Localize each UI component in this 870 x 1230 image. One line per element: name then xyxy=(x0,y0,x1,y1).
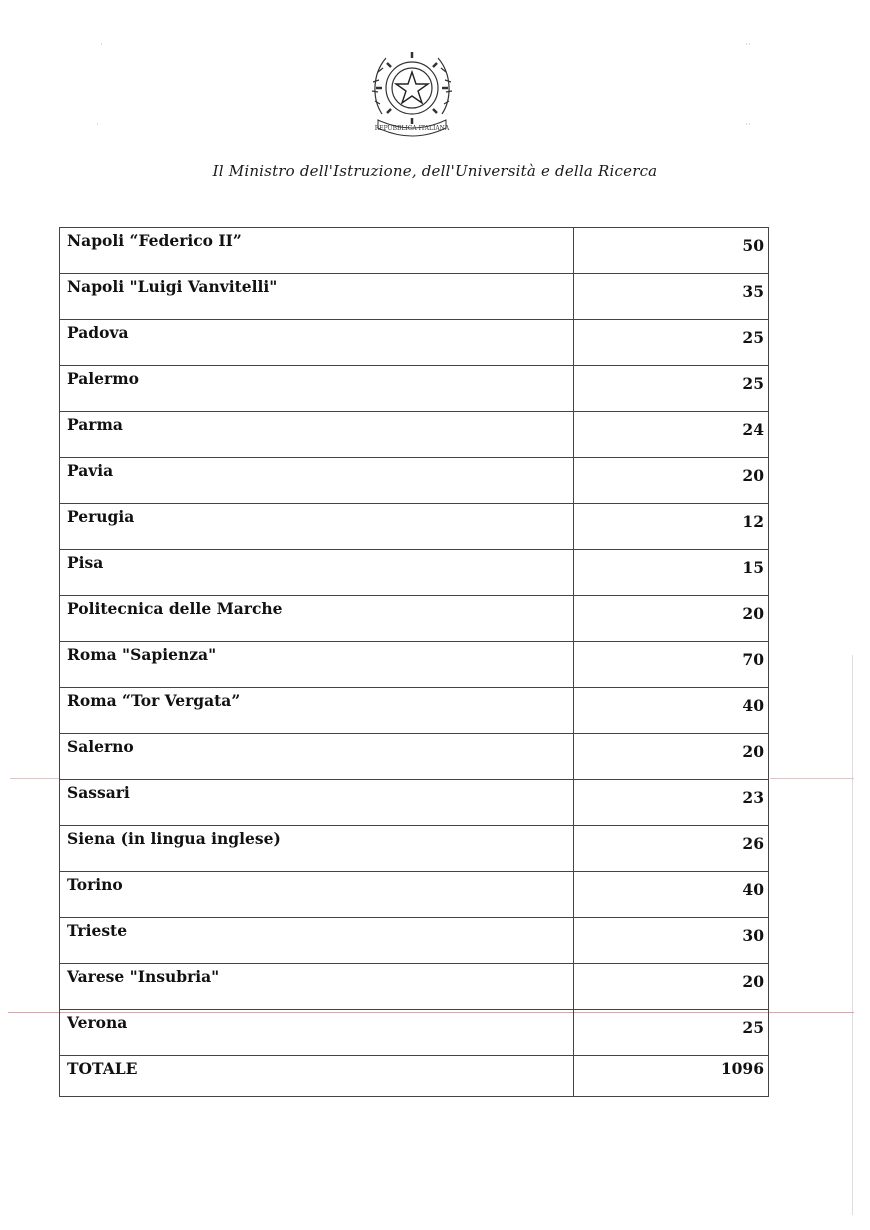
scan-edge-line xyxy=(770,778,854,779)
university-name: Parma xyxy=(60,412,574,458)
table-row xyxy=(60,366,769,412)
university-name: Varese "Insubria" xyxy=(60,964,574,1010)
table-row xyxy=(60,642,769,688)
scan-edge-line xyxy=(10,778,60,779)
table-row xyxy=(60,504,769,550)
table-row xyxy=(60,458,769,504)
seat-count: 12 xyxy=(574,504,769,550)
svg-text:REPUBBLICA ITALIANA: REPUBBLICA ITALIANA xyxy=(374,125,450,132)
scan-speck: ·· xyxy=(745,120,751,130)
university-name: Padova xyxy=(60,320,574,366)
university-name: Politecnica delle Marche xyxy=(60,596,574,642)
university-name: Salerno xyxy=(60,734,574,780)
table-row xyxy=(60,918,769,964)
table-row xyxy=(60,320,769,366)
seat-count: 20 xyxy=(574,596,769,642)
scan-edge-line xyxy=(852,655,853,1215)
university-name: Siena (in lingua inglese) xyxy=(60,826,574,872)
university-name: Sassari xyxy=(60,780,574,826)
emblem-of-italy-icon xyxy=(368,44,456,140)
university-name: Pavia xyxy=(60,458,574,504)
total-row xyxy=(60,1056,769,1097)
table-row xyxy=(60,964,769,1010)
table-row xyxy=(60,274,769,320)
table-row xyxy=(60,734,769,780)
seat-count: 70 xyxy=(574,642,769,688)
seat-count: 26 xyxy=(574,826,769,872)
seat-count: 40 xyxy=(574,872,769,918)
seat-count: 25 xyxy=(574,366,769,412)
table-row xyxy=(60,826,769,872)
seat-count: 20 xyxy=(574,458,769,504)
scan-speck: · xyxy=(100,40,103,50)
seat-count: 25 xyxy=(574,1010,769,1056)
total-label: TOTALE xyxy=(60,1056,574,1097)
table-row xyxy=(60,596,769,642)
university-name: Napoli "Luigi Vanvitelli" xyxy=(60,274,574,320)
scan-speck: · xyxy=(96,120,99,130)
university-name: Torino xyxy=(60,872,574,918)
seat-count: 15 xyxy=(574,550,769,596)
seat-count: 40 xyxy=(574,688,769,734)
table-row xyxy=(60,228,769,274)
university-name: Trieste xyxy=(60,918,574,964)
university-name: Verona xyxy=(60,1010,574,1056)
seat-count: 35 xyxy=(574,274,769,320)
table-row xyxy=(60,872,769,918)
seat-count: 20 xyxy=(574,734,769,780)
university-name: Roma "Sapienza" xyxy=(60,642,574,688)
table-row xyxy=(60,412,769,458)
table-row xyxy=(60,1010,769,1056)
seat-count: 50 xyxy=(574,228,769,274)
seat-count: 24 xyxy=(574,412,769,458)
university-name: Napoli “Federico II” xyxy=(60,228,574,274)
university-name: Perugia xyxy=(60,504,574,550)
university-name: Pisa xyxy=(60,550,574,596)
university-name: Palermo xyxy=(60,366,574,412)
table-row xyxy=(60,688,769,734)
total-value: 1096 xyxy=(574,1056,769,1097)
table-row xyxy=(60,550,769,596)
seat-count: 20 xyxy=(574,964,769,1010)
table-row xyxy=(60,780,769,826)
university-name: Roma “Tor Vergata” xyxy=(60,688,574,734)
seat-count: 23 xyxy=(574,780,769,826)
ministry-heading: Il Ministro dell'Istruzione, dell'Università e della Ricerca xyxy=(212,162,658,180)
seat-count: 30 xyxy=(574,918,769,964)
seat-count: 25 xyxy=(574,320,769,366)
scan-speck: ·· xyxy=(745,40,751,50)
allocation-table xyxy=(59,227,769,1097)
